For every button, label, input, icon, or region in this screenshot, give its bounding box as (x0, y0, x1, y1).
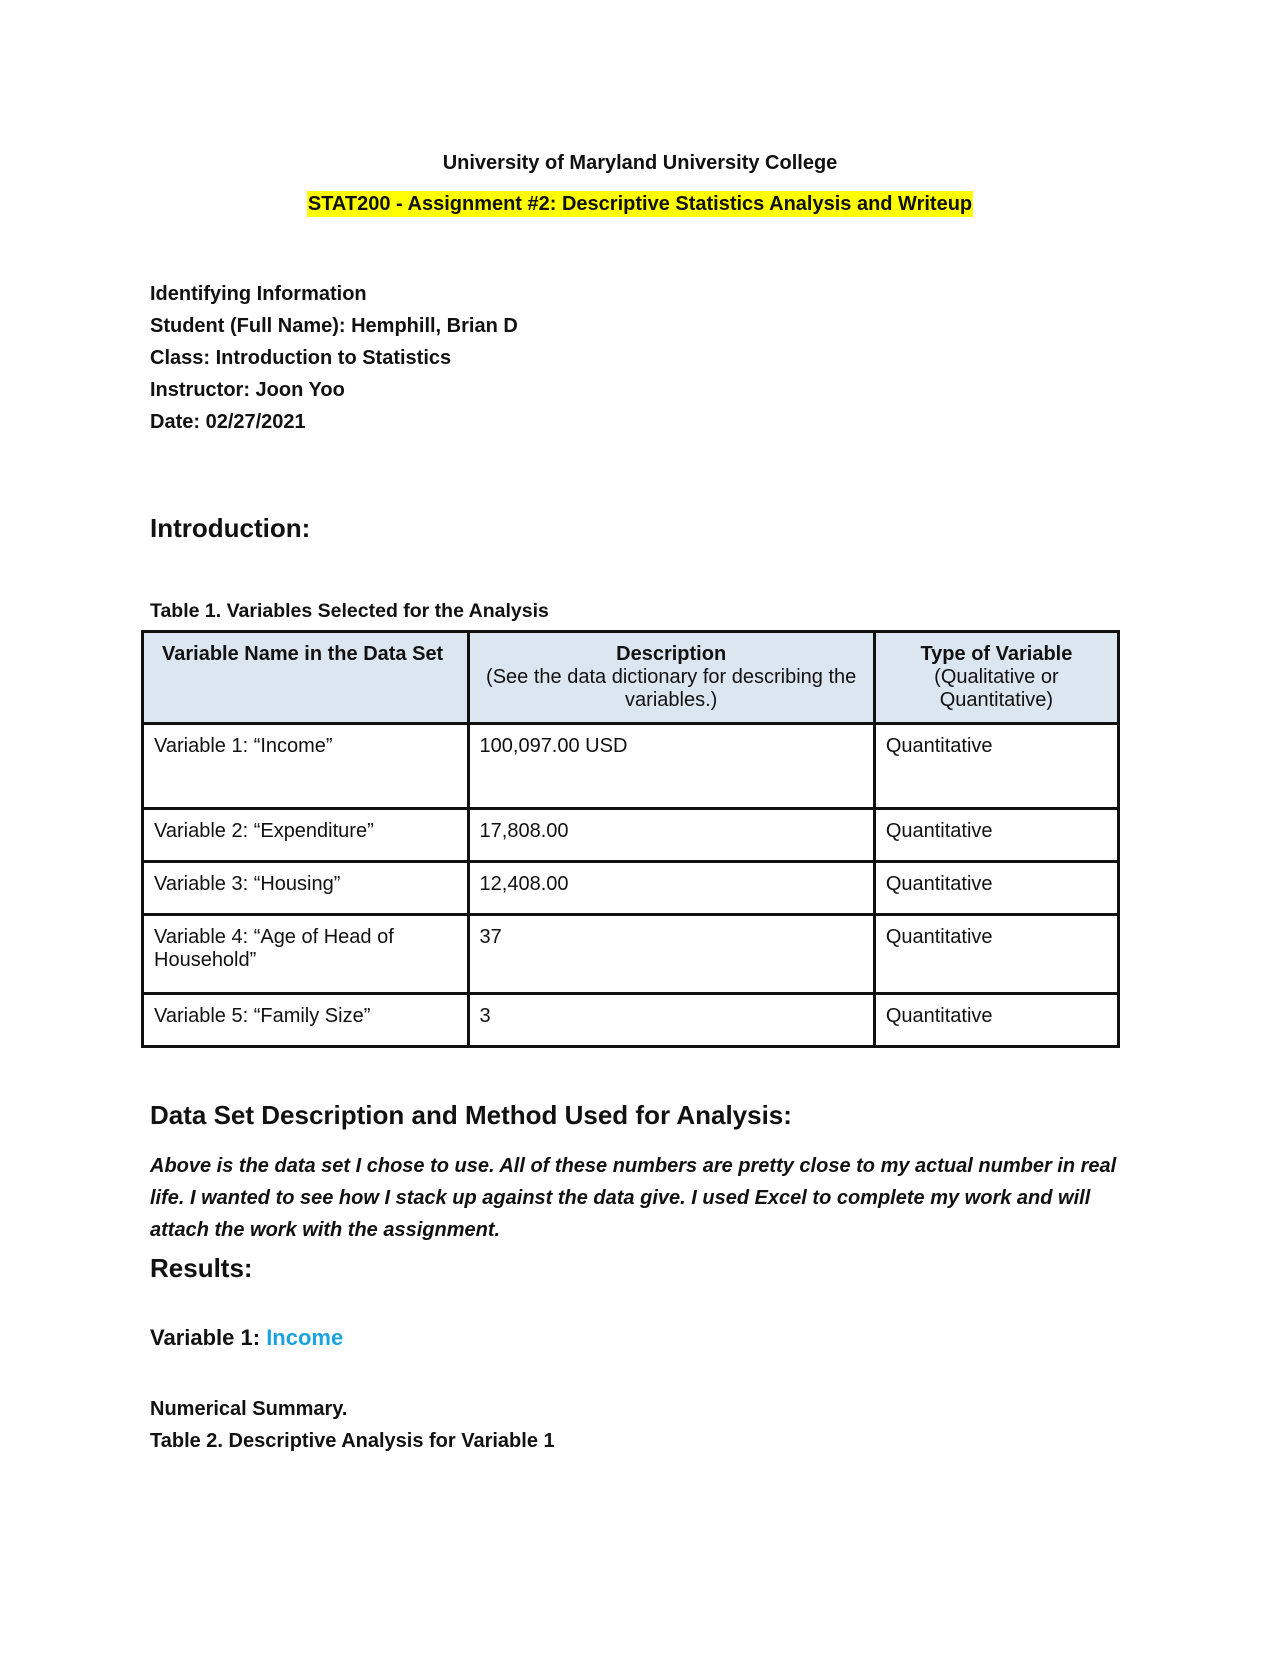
variable1-name: Income (266, 1325, 344, 1350)
table-header-row (143, 632, 1119, 724)
description-cell: 37 (468, 915, 874, 994)
table1-caption: Table 1. Variables Selected for the Analysis (150, 600, 549, 622)
table-row (143, 862, 1119, 915)
assignment-title-highlight: STAT200 - Assignment #2: Descriptive Statistics Analysis and Writeup (307, 193, 973, 215)
header-type-title: Type of Variable (920, 643, 1073, 665)
table-row (143, 809, 1119, 862)
student-name: Student (Full Name): Hemphill, Brian D (150, 315, 518, 337)
numerical-summary-block (150, 1393, 555, 1457)
header-type-sub: (Qualitative or Quantitative) (934, 666, 1059, 711)
results-heading: Results: (150, 1253, 253, 1283)
table-row (143, 994, 1119, 1047)
instructor-name: Instructor: Joon Yoo (150, 379, 345, 401)
header-variable-name: Variable Name in the Data Set (143, 632, 469, 724)
description-cell: 100,097.00 USD (468, 724, 874, 809)
table2-caption: Table 2. Descriptive Analysis for Variable 1 (150, 1430, 555, 1452)
dataset-description-heading: Data Set Description and Method Used for Analysis: (150, 1100, 792, 1130)
header-description-sub: (See the data dictionary for describing the variables.) (486, 666, 857, 711)
type-cell: Quantitative (874, 724, 1118, 809)
dataset-paragraph: Above is the data set I chose to use. All of these numbers are pretty close to my actual number in real life. I wanted to see how I stack up against the data give. I used Excel to complete my work and will attach the work with the assignment. (150, 1155, 1117, 1241)
type-cell: Quantitative (874, 862, 1118, 915)
variable-name-cell: Variable 3: “Housing” (143, 862, 469, 915)
variable-name-cell: Variable 2: “Expenditure” (143, 809, 469, 862)
identifying-information-block (150, 278, 518, 438)
description-cell: 3 (468, 994, 874, 1047)
header-description (468, 632, 874, 724)
date: Date: 02/27/2021 (150, 411, 306, 433)
numerical-summary-label: Numerical Summary. (150, 1398, 348, 1420)
type-cell: Quantitative (874, 915, 1118, 994)
table-row (143, 724, 1119, 809)
variable-name-cell: Variable 4: “Age of Head of Household” (143, 915, 469, 994)
identifying-heading: Identifying Information (150, 283, 367, 305)
variable-name-cell: Variable 5: “Family Size” (143, 994, 469, 1047)
header-description-title: Description (616, 643, 727, 665)
type-cell: Quantitative (874, 994, 1118, 1047)
description-cell: 12,408.00 (468, 862, 874, 915)
header-type (874, 632, 1118, 724)
variable1-prefix: Variable 1: (150, 1325, 267, 1350)
university-title: University of Maryland University College (442, 152, 838, 174)
variable1-heading (150, 1325, 343, 1351)
variable-name-cell: Variable 1: “Income” (143, 724, 469, 809)
type-cell: Quantitative (874, 809, 1118, 862)
introduction-heading: Introduction: (150, 513, 311, 543)
assignment-title (0, 193, 1280, 216)
variables-table (141, 630, 1120, 1048)
description-cell: 17,808.00 (468, 809, 874, 862)
class-name: Class: Introduction to Statistics (150, 347, 452, 369)
table-row (143, 915, 1119, 994)
